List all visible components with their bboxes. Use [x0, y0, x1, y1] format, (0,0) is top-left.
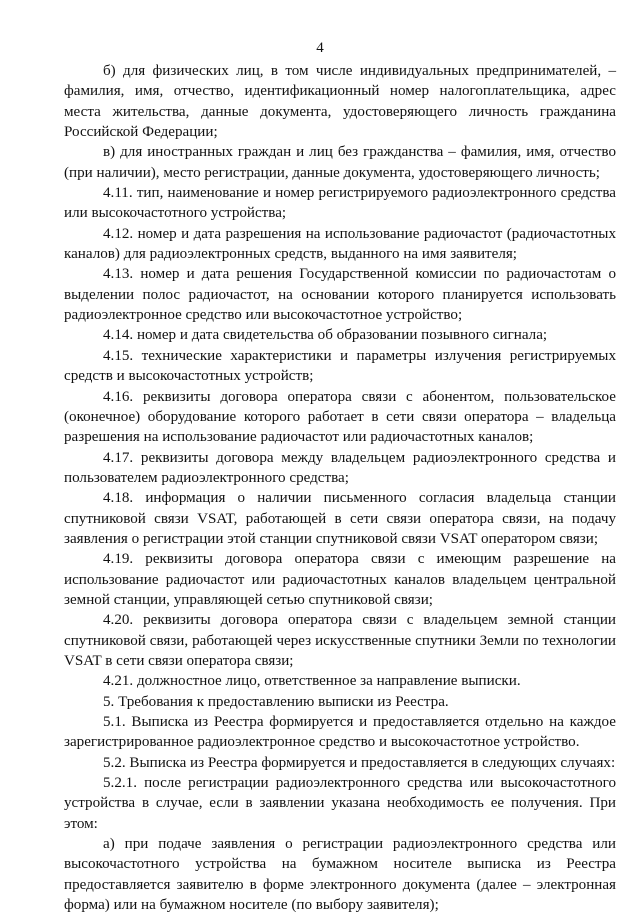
paragraph-4-12: 4.12. номер и дата разрешения на использование радиочастот (радиочастотных каналов) для радиоэлектронных средств, выданного на имя заявителя;: [64, 225, 616, 263]
paragraph-4-17: 4.17. реквизиты договора между владельцем радиоэлектронного средства и пользователем радиоэлектронного средства;: [64, 449, 616, 486]
paragraph-4-21: 4.21. должностное лицо, ответственное за направление выписки.: [103, 673, 521, 690]
paragraph-4-13: 4.13. номер и дата решения Государственной комиссии по радиочастотам о выделении полос радиочастот, на основании которого планируется использовать радиоэлектронное средство или высокочастотное устройство;: [64, 266, 616, 324]
paragraph-4-16: 4.16. реквизиты договора оператора связи с абонентом, пользовательское (оконечное) оборудование которого работает в сети связи оператора – владельца разрешения на использование радиочастот или радиочастотных каналов;: [64, 388, 616, 446]
paragraph-4-18: 4.18. информация о наличии письменного согласия владельца станции спутниковой связи VSAT, работающей в сети связи оператора связи, на подачу заявления о регистрации этой станции спутниковой связи VSAT оператором связи;: [64, 490, 616, 547]
paragraph-4-15: 4.15. технические характеристики и параметры излучения регистрируемых средств и высокочастотных устройств;: [64, 347, 616, 385]
paragraph-5-2: 5.2. Выписка из Реестра формируется и предоставляется в следующих случаях:: [103, 754, 616, 771]
section-5-heading: 5. Требования к предоставлению выписки из Реестра.: [103, 693, 449, 710]
paragraph-4-14: 4.14. номер и дата свидетельства об образовании позывного сигнала;: [103, 327, 548, 344]
paragraph-v-foreign-citizens: в) для иностранных граждан и лиц без гражданства – фамилия, имя, отчество (при наличии), место регистрации, данные документа, удостоверяющего личность;: [64, 144, 616, 181]
paragraph-5-1: 5.1. Выписка из Реестра формируется и предоставляется отдельно на каждое зарегистрированное радиоэлектронное средство и высокочастотное устройство.: [64, 714, 616, 751]
paragraph-b-individuals: б) для физических лиц, в том числе индивидуальных предпринимателей, – фамилия, имя, отчество, идентификационный номер налогоплательщика, адрес места жительства, данные документа, удостоверяющего личность гражданина Российской Федерации;: [64, 63, 616, 141]
paragraph-4-19: 4.19. реквизиты договора оператора связи с имеющим разрешение на использование радиочастот или радиочастотных каналов владельцем центральной земной станции, управляющей сетью спутниковой связи;: [64, 551, 616, 608]
paragraph-a-paper-application: а) при подаче заявления о регистрации радиоэлектронного средства или высокочастотного устройства на бумажном носителе выписка из Реестра предоставляется заявителю в форме электронного документа (далее – электронная форма) или на бумажном носителе (по выбору заявителя);: [64, 836, 616, 914]
paragraph-4-20: 4.20. реквизиты договора оператора связи с владельцем земной станции спутниковой связи, работающей через искусственные спутники Земли по технологии VSAT в сети связи оператора связи;: [64, 612, 616, 669]
paragraph-4-11: 4.11. тип, наименование и номер регистрируемого радиоэлектронного средства или высокочастотного устройства;: [64, 185, 616, 222]
page-number: 4: [316, 40, 324, 56]
paragraph-5-2-1: 5.2.1. после регистрации радиоэлектронного средства или высокочастотного устройства в случае, если в заявлении указана необходимость ее получения. При этом:: [64, 775, 616, 832]
document-body: [64, 61, 616, 915]
